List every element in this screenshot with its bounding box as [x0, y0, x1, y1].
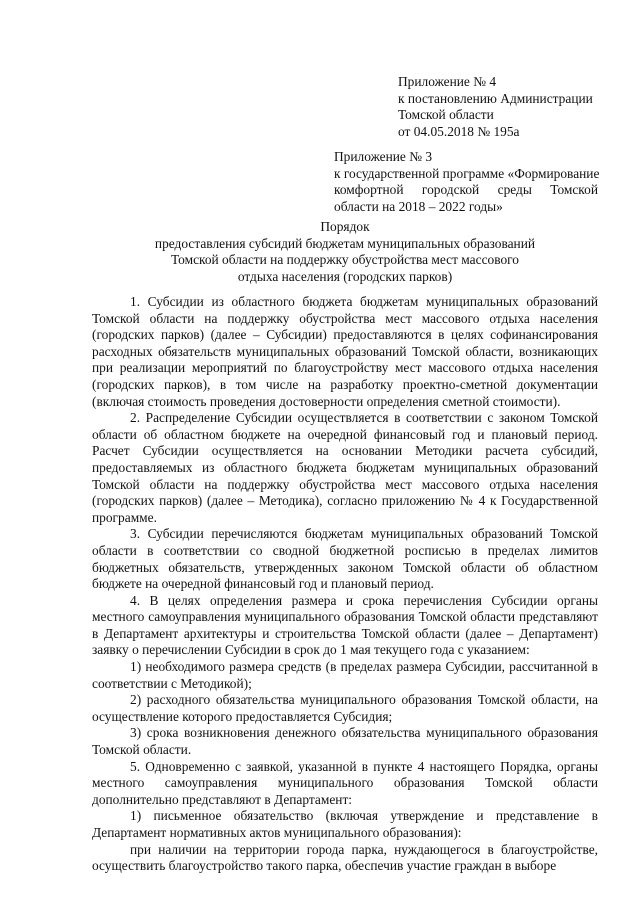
paragraph-4-item-2: 2) расходного обязательства муниципального образования Томской области, на осуществление которого предоставляется Субсидия;	[92, 692, 598, 724]
annex-4-line-2: к постановлению Администрации	[398, 90, 593, 106]
title-line-3: Томской области на поддержку обустройства мест массового	[170, 252, 519, 268]
paragraph-4: 4. В целях определения размера и срока перечисления Субсидии органы местного самоуправления муниципального образования Томской области представляют в Департамент архитектуры и строительства Томской области (далее – Департамент) заявку о перечислении Субсидии в срок до 1 мая текущего года с указанием:	[92, 592, 598, 658]
document-body	[92, 294, 598, 875]
paragraph-3: 3. Субсидии перечисляются бюджетам муниципальных образований Томской области в соответствии со сводной бюджетной росписью в пределах лимитов бюджетных обязательств, утвержденных законом Томской области об областном бюджете на очередной финансовый год и плановый период.	[92, 526, 598, 592]
title-line-4: отдыха населения (городских парков)	[237, 268, 453, 284]
annex-4-line-1: Приложение № 4	[398, 74, 497, 89]
annex-3-line-3: комфортной городской среды Томской	[334, 182, 598, 198]
paragraph-2: 2. Распределение Субсидии осуществляется в соответствии с законом Томской области об областном бюджете на очередной финансовый год и плановый период. Расчет Субсидии осуществляется на основании Методики расчета субсидий, предоставляемых из областного бюджета бюджетам муниципальных образований Томской области на поддержку обустройства мест массового отдыха населения (городских парков) (далее – Методика), согласно приложению № 4 к Государственной программе.	[92, 410, 598, 525]
title-line-1: Порядок	[320, 219, 370, 234]
annex-3-line-4: области на 2018 – 2022 годы»	[334, 198, 503, 214]
paragraph-5-item-1-text: при наличии на территории города парка, нуждающегося в благоустройстве, осуществить благоустройство такого парка, обеспечив участие граждан в выборе	[92, 841, 598, 874]
annex-4-line-3: Томской области	[398, 107, 494, 123]
document-title	[92, 219, 598, 285]
paragraph-1: 1. Субсидии из областного бюджета бюджетам муниципальных образований Томской области на поддержку обустройства мест массового отдыха населения (городских парков) (далее – Субсидии) предоставляются в целях софинансирования расходных обязательств муниципальных образований Томской области, возникающих при реализации мероприятий по благоустройству мест массового отдыха населения (городских парков), в том числе на разработку проектно-сметной документации (включая стоимость проведения достоверности определения сметной стоимости).	[92, 294, 598, 409]
title-line-2: предоставления субсидий бюджетам муниципальных образований	[154, 235, 536, 251]
paragraph-5-item-1: 1) письменное обязательство (включая утверждение и представление в Департамент нормативных актов муниципального образования):	[92, 808, 598, 840]
annex-3-header	[334, 149, 598, 215]
annex-3-line-2: к государственной программе «Формирование	[334, 165, 600, 181]
paragraph-5: 5. Одновременно с заявкой, указанной в пункте 4 настоящего Порядка, органы местного самоуправления муниципального образования Томской области дополнительно представляют в Департамент:	[92, 758, 598, 807]
annex-4-header	[398, 74, 598, 140]
paragraph-4-item-1: 1) необходимого размера средств (в пределах размера Субсидии, рассчитанной в соответствии с Методикой);	[92, 659, 598, 691]
annex-4-line-4: от 04.05.2018 № 195а	[398, 123, 520, 139]
annex-3-line-1: Приложение № 3	[334, 149, 433, 164]
paragraph-4-item-3: 3) срока возникновения денежного обязательства муниципального образования Томской области.	[92, 725, 598, 758]
